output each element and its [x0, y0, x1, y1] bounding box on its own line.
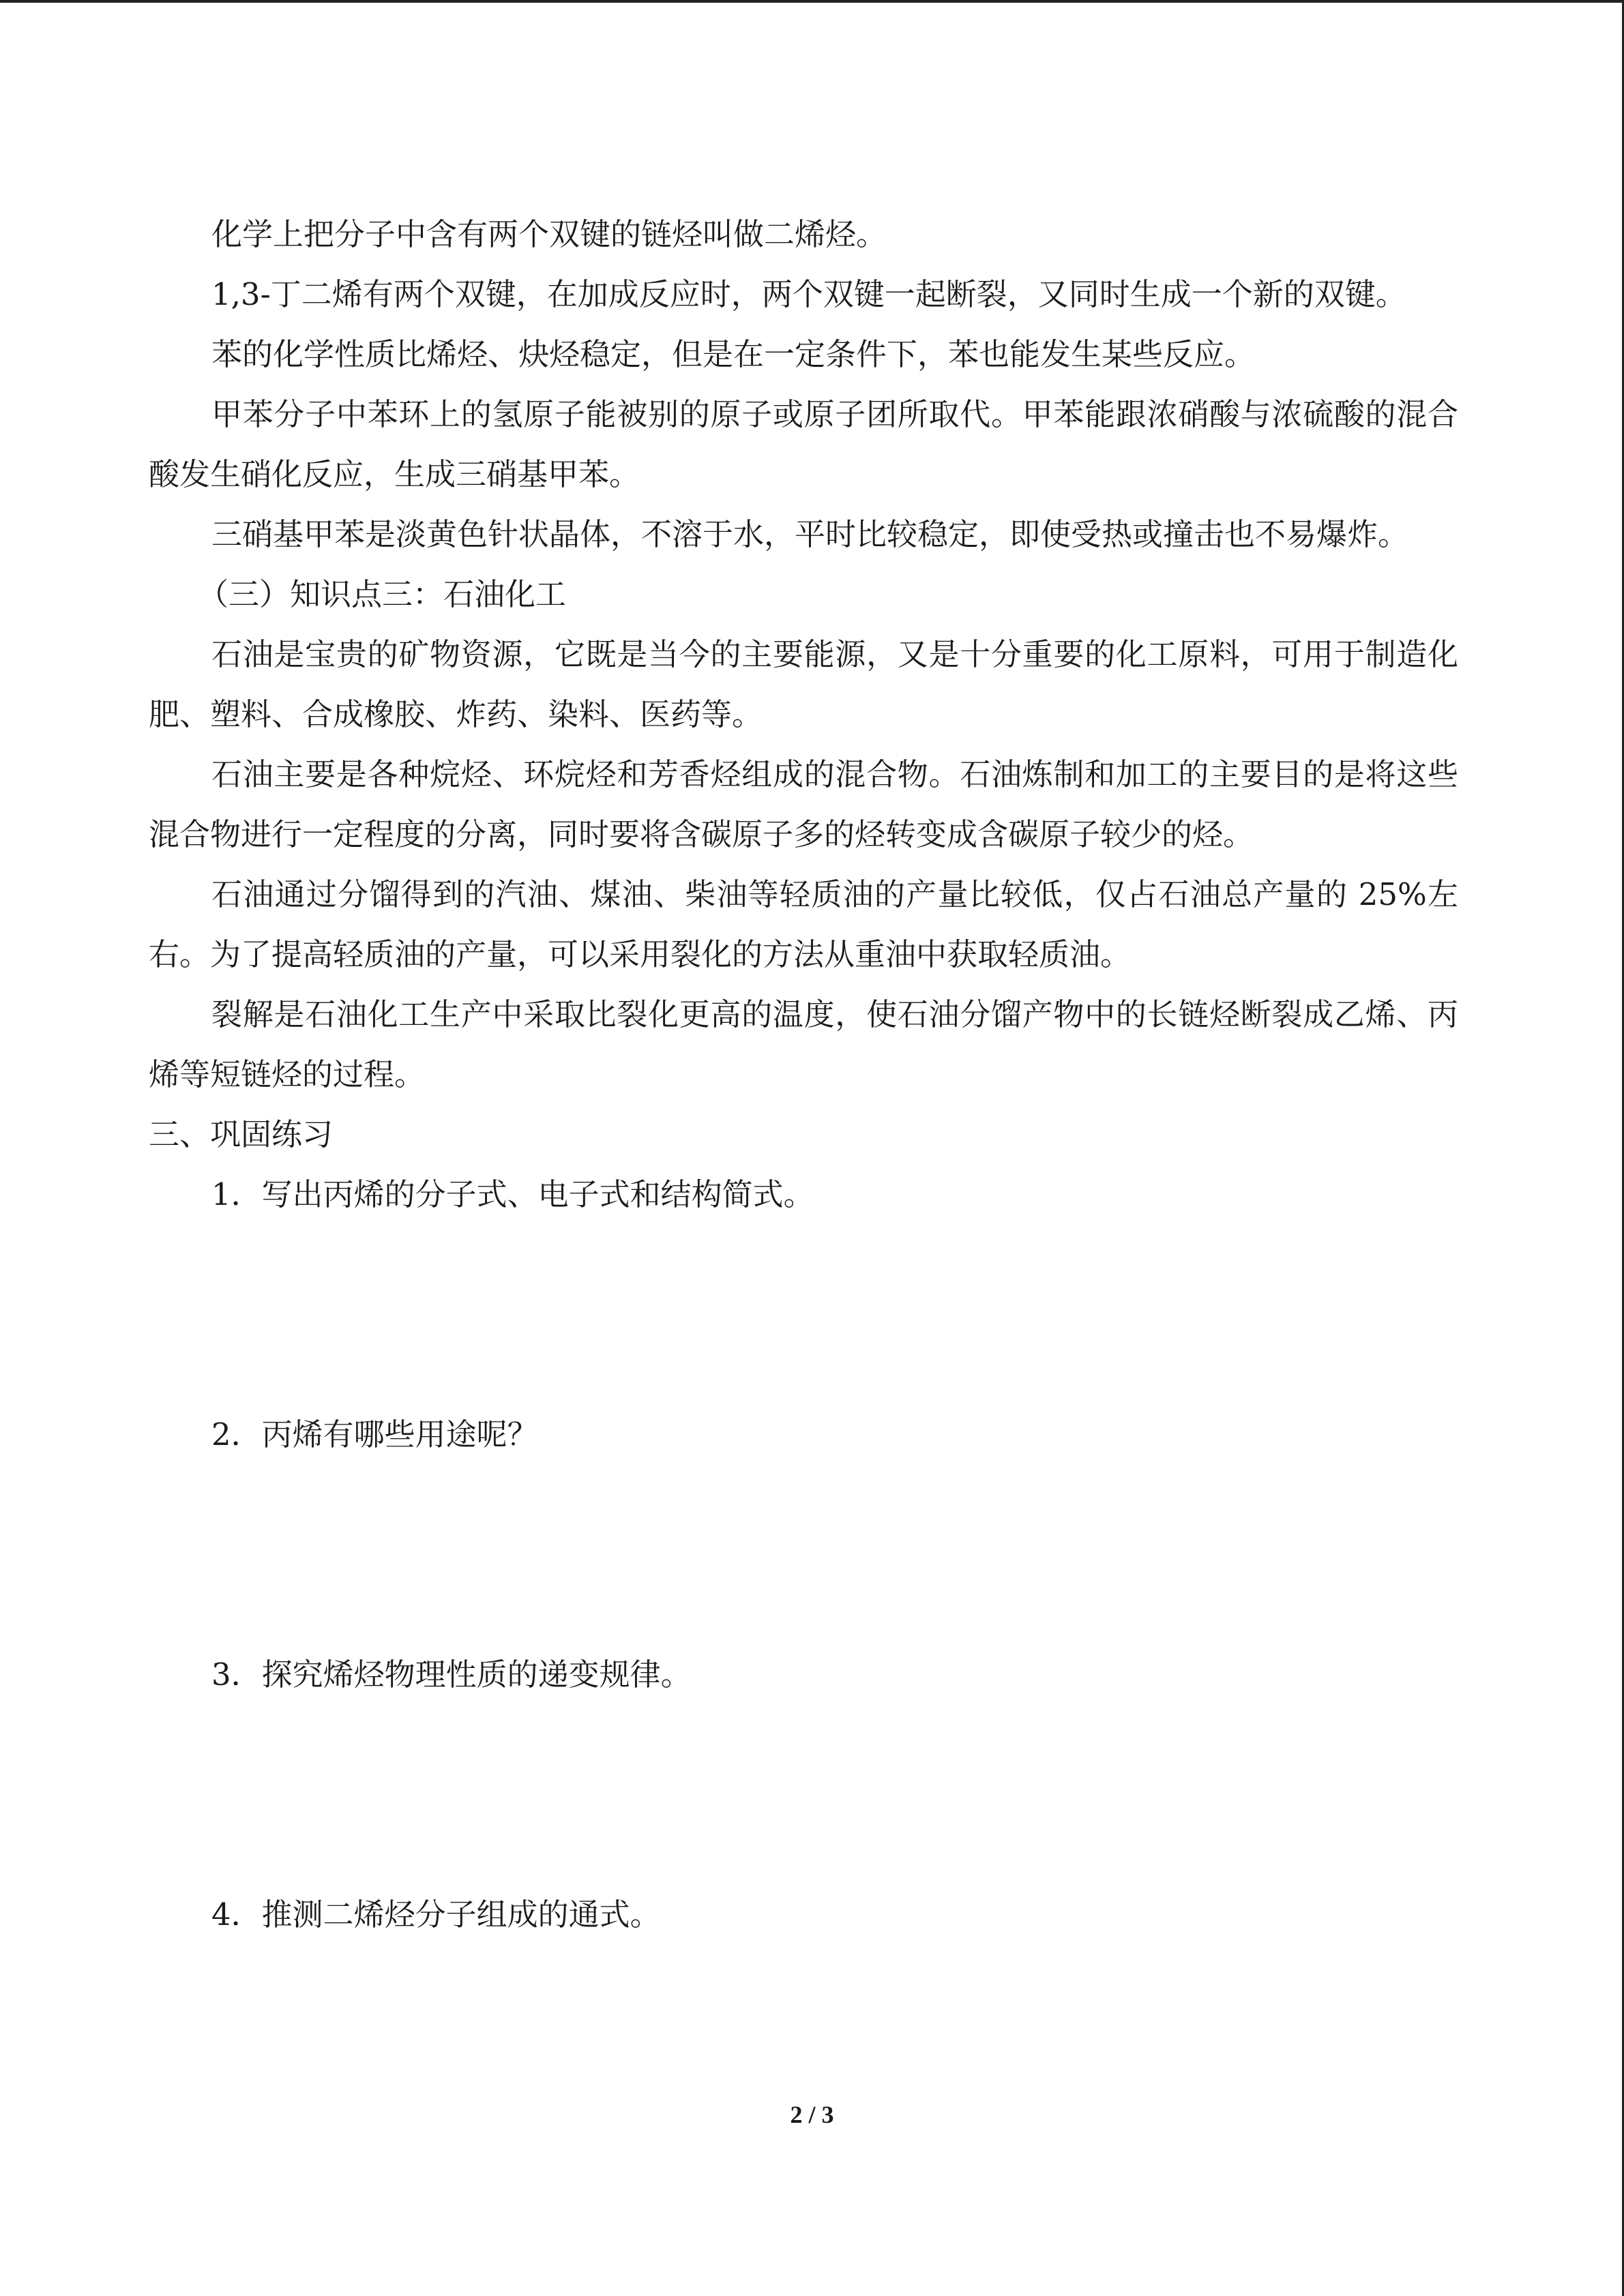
paragraph-benzene: 苯的化学性质比烯烃、炔烃稳定，但是在一定条件下，苯也能发生某些反应。: [211, 336, 1256, 372]
page-number: 2 / 3: [790, 2101, 834, 2128]
paragraph-cracking: 石油通过分馏得到的汽油、煤油、柴油等轻质油的产量比较低，仅占石油总产量的 25%左右。为了提高轻质油的产量，可以采用裂化的方法从重油中获取轻质油。: [149, 876, 1458, 972]
paragraph-petroleum-resource: 石油是宝贵的矿物资源，它既是当今的主要能源，又是十分重要的化工原料，可用于制造化肥、塑料、合成橡胶、炸药、染料、医药等。: [149, 636, 1458, 732]
paragraph-tnt: 三硝基甲苯是淡黄色针状晶体，不溶于水，平时比较稳定，即使受热或撞击也不易爆炸。: [211, 516, 1409, 552]
question-4: 4．推测二烯烃分子组成的通式。: [211, 1896, 661, 1933]
exercise-heading: 三、巩固练习: [149, 1116, 334, 1152]
paragraph-butadiene: 1,3-丁二烯有两个双键，在加成反应时，两个双键一起断裂，又同时生成一个新的双键。: [211, 276, 1406, 312]
paragraph-petroleum-composition: 石油主要是各种烷烃、环烷烃和芳香烃组成的混合物。石油炼制和加工的主要目的是将这些混合物进行一定程度的分离，同时要将含碳原子多的烃转变成含碳原子较少的烃。: [149, 756, 1458, 852]
paragraph-pyrolysis: 裂解是石油化工生产中采取比裂化更高的温度，使石油分馏产物中的长链烃断裂成乙烯、丙烯等短链烃的过程。: [149, 996, 1458, 1092]
page-top-border: [0, 0, 1624, 3]
question-1: 1．写出丙烯的分子式、电子式和结构简式。: [211, 1176, 814, 1212]
question-2: 2．丙烯有哪些用途呢？: [211, 1416, 538, 1452]
section-title-petrochemical: （三）知识点三：石油化工: [198, 576, 567, 612]
question-3: 3．探究烯烃物理性质的递变规律。: [211, 1656, 692, 1693]
document-body: [149, 205, 1458, 1945]
paragraph-diene-definition: 化学上把分子中含有两个双键的链烃叫做二烯烃。: [211, 216, 887, 252]
paragraph-toluene: 甲苯分子中苯环上的氢原子能被别的原子或原子团所取代。甲苯能跟浓硝酸与浓硫酸的混合酸发生硝化反应，生成三硝基甲苯。: [149, 396, 1458, 492]
